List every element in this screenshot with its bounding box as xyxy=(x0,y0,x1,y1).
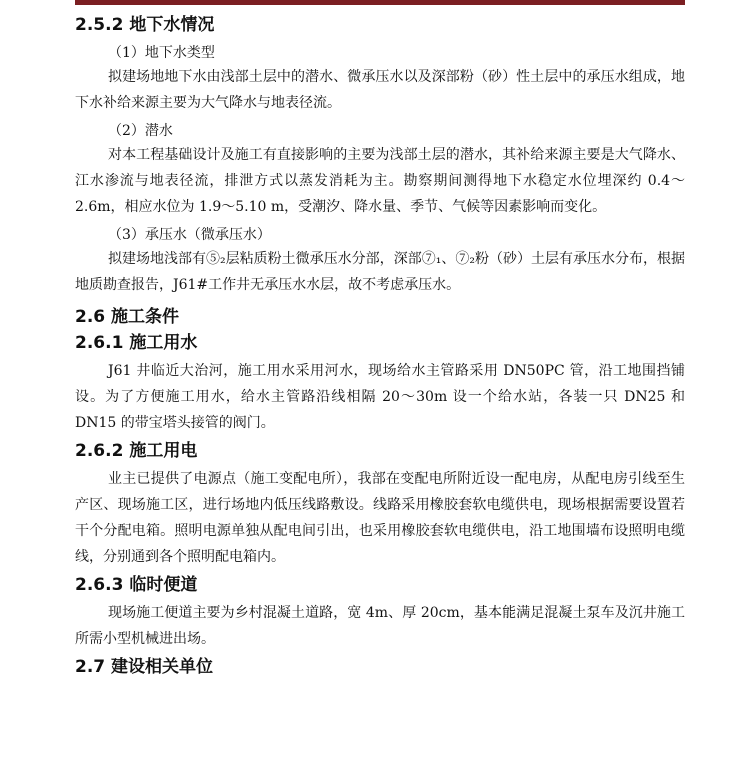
subheading-groundwater-type: （1）地下水类型 xyxy=(108,45,215,61)
section-heading-2-5-2: 2.5.2 地下水情况 xyxy=(75,15,215,35)
paragraph-confined-water: 拟建场地浅部有⑤₂层粘质粉土微承压水分部，深部⑦₁、⑦₂粉（砂）土层有承压水分布，根据地质勘查报告，J61#工作井无承压水水层，故不考虑承压水。 xyxy=(75,251,685,293)
section-heading-2-7: 2.7 建设相关单位 xyxy=(75,657,214,677)
document-page xyxy=(75,14,685,678)
subheading-confined-water: （3）承压水（微承压水） xyxy=(108,227,271,243)
header-rule xyxy=(75,0,685,5)
paragraph-temporary-road: 现场施工便道主要为乡村混凝土道路，宽 4m、厚 20cm，基本能满足混凝土泵车及沉井施工所需小型机械进出场。 xyxy=(75,605,685,647)
paragraph-groundwater-type: 拟建场地地下水由浅部土层中的潜水、微承压水以及深部粉（砂）性土层中的承压水组成，地下水补给来源主要为大气降水与地表径流。 xyxy=(75,69,685,111)
section-heading-2-6: 2.6 施工条件 xyxy=(75,307,180,327)
paragraph-water-supply: J61 井临近大治河，施工用水采用河水，现场给水主管路采用 DN50PC 管，沿工地围挡铺设。为了方便施工用水，给水主管路沿线相隔 20～30m 设一个给水站，各装一只 DN25 和 DN15 的带宝塔头接管的阀门。 xyxy=(75,363,685,431)
subheading-phreatic-water: （2）潜水 xyxy=(108,123,173,139)
paragraph-phreatic-water: 对本工程基础设计及施工有直接影响的主要为浅部土层的潜水，其补给来源主要是大气降水、江水渗流与地表径流，排泄方式以蒸发消耗为主。勘察期间测得地下水稳定水位埋深约 0.4～2.6m，相应水位为 1.9～5.10 m，受潮汐、降水量、季节、气候等因素影响而变化。 xyxy=(75,147,685,215)
section-heading-2-6-1: 2.6.1 施工用水 xyxy=(75,333,198,353)
paragraph-power-supply: 业主已提供了电源点（施工变配电所），我部在变配电所附近设一配电房，从配电房引线至生产区、现场施工区，进行场地内低压线路敷设。线路采用橡胶套软电缆供电，现场根据需要设置若干个分配电箱。照明电源单独从配电间引出，也采用橡胶套软电缆供电，沿工地围墙布设照明电缆线，分别通到各个照明配电箱内。 xyxy=(75,471,685,565)
section-heading-2-6-2: 2.6.2 施工用电 xyxy=(75,441,198,461)
section-heading-2-6-3: 2.6.3 临时便道 xyxy=(75,575,198,595)
